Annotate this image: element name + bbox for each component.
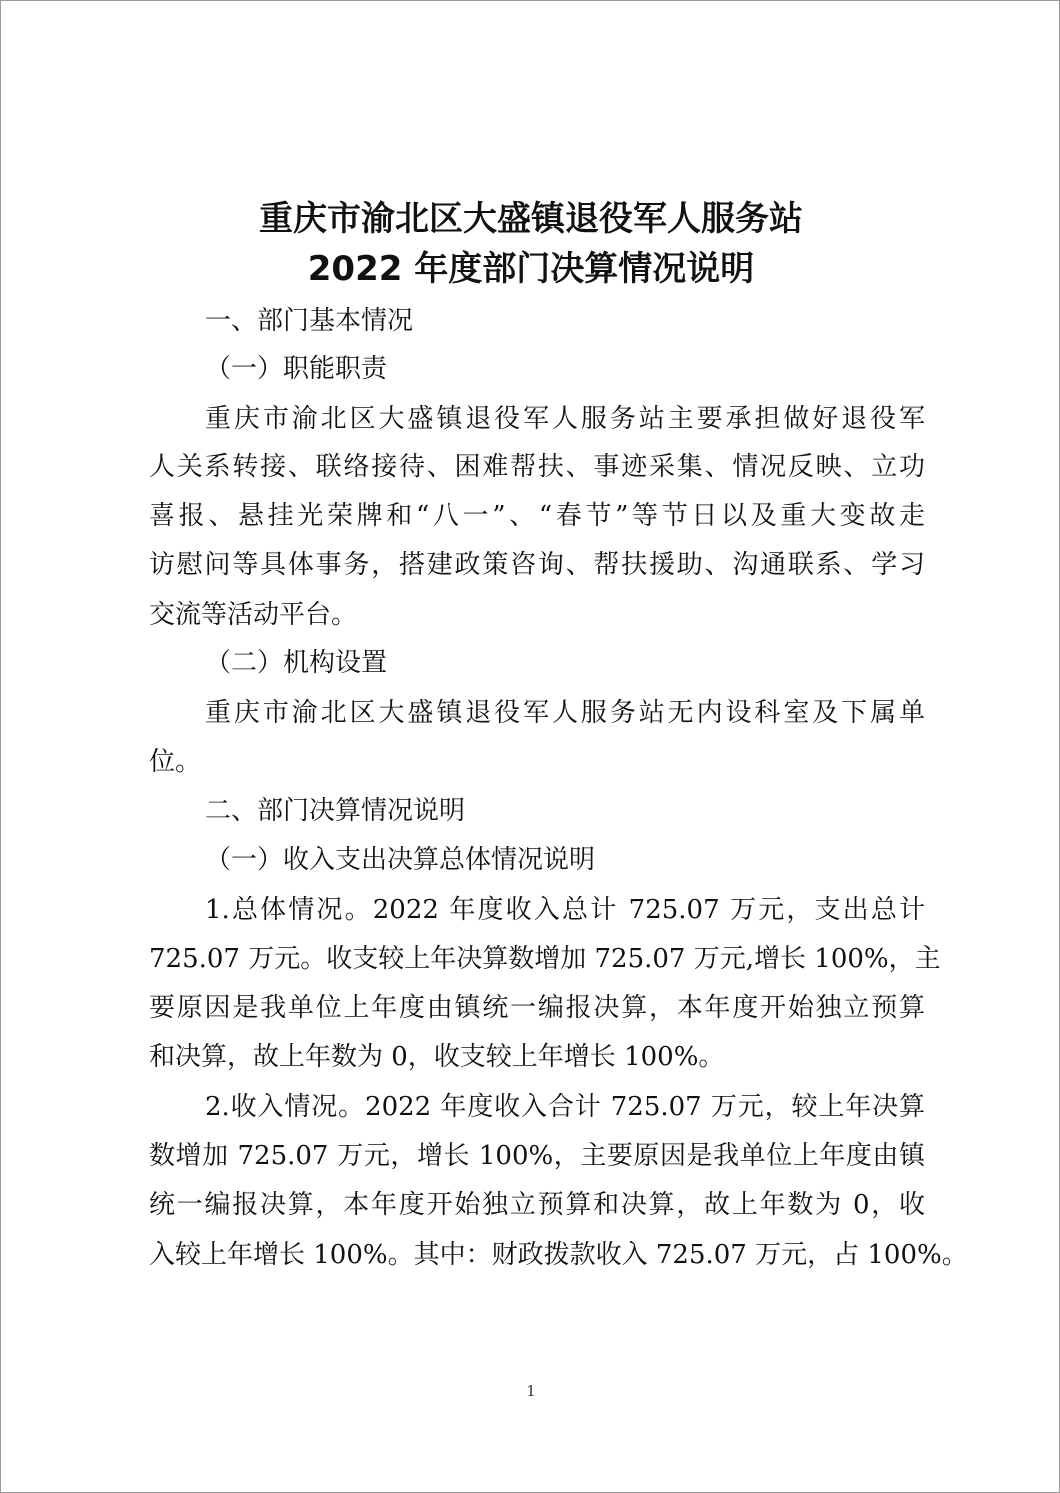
paragraph-line: 人关系转接、联络接待、困难帮扶、事迹采集、情况反映、立功 — [149, 452, 925, 482]
paragraph-line: 访慰问等具体事务，搭建政策咨询、帮扶援助、沟通联系、学习 — [149, 550, 925, 580]
page-number: 1 — [526, 1382, 536, 1400]
paragraph-line: 2.收入情况。2022 年度收入合计 725.07 万元，较上年决算 — [205, 1092, 925, 1122]
paragraph-line: 和决算，故上年数为 0，收支较上年增长 100%。 — [149, 1042, 725, 1072]
paragraph-line: 入较上年增长 100%。其中：财政拨款收入 725.07 万元，占 100%。 — [149, 1240, 968, 1270]
paragraph-line: 725.07 万元。收支较上年决算数增加 725.07 万元,增长 100%，主 — [149, 944, 941, 974]
document-title-line-2: 2022 年度部门决算情况说明 — [307, 249, 755, 289]
section-heading-final-accounts: 二、部门决算情况说明 — [205, 796, 466, 826]
subsection-heading-functions: （一）职能职责 — [205, 354, 388, 384]
subsection-heading-income-expense: （一）收入支出决算总体情况说明 — [205, 845, 596, 875]
paragraph-line: 交流等活动平台。 — [149, 600, 358, 630]
paragraph-line: 位。 — [149, 747, 202, 777]
paragraph-line: 重庆市渝北区大盛镇退役军人服务站主要承担做好退役军 — [205, 404, 925, 434]
section-heading-basic-info: 一、部门基本情况 — [205, 306, 414, 336]
document-title-line-1: 重庆市渝北区大盛镇退役军人服务站 — [259, 199, 803, 239]
paragraph-line: 要原因是我单位上年度由镇统一编报决算，本年度开始独立预算 — [149, 993, 925, 1023]
subsection-heading-organization: （二）机构设置 — [205, 648, 388, 678]
paragraph-line: 1.总体情况。2022 年度收入总计 725.07 万元，支出总计 — [205, 895, 925, 925]
paragraph-line: 统一编报决算，本年度开始独立预算和决算，故上年数为 0，收 — [149, 1190, 925, 1220]
paragraph-line: 重庆市渝北区大盛镇退役军人服务站无内设科室及下属单 — [205, 698, 925, 728]
paragraph-line: 数增加 725.07 万元，增长 100%，主要原因是我单位上年度由镇 — [149, 1141, 925, 1171]
paragraph-line: 喜报、悬挂光荣牌和“八一”、“春节”等节日以及重大变故走 — [149, 501, 925, 531]
